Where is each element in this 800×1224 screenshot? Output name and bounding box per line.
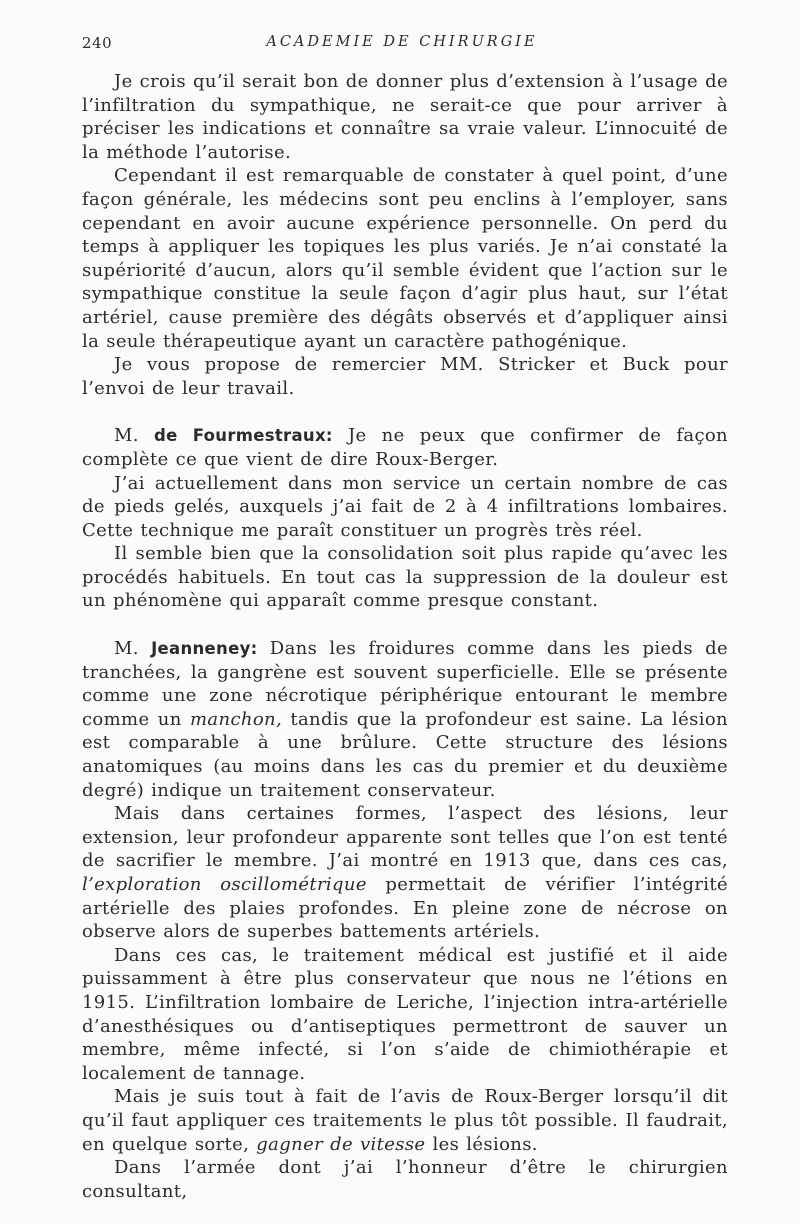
paragraph-thanks-stricker-buck: Je vous propose de remercier MM. Stricker et Buck pour l’envoi de leur travail.	[82, 354, 728, 399]
paragraph-physicians-reluctance: Cependant il est remarquable de constater à quel point, d’une façon générale, les médecins sont peu enclins à l’employer, sans cependant en avoir aucune expérience personnelle. On perd du temps à appliquer les topiques les plus variés. Je n’ai constaté la supériorité d’aucun, alors qu’il semble évident que l’action sur le sympathique constitue la seule façon d’agir plus haut, sur l’état artériel, cause première des dégâts observés et d’appliquer ainsi la seule thérapeutique ayant un caractère pathogénique.	[82, 165, 728, 352]
paragraph-infiltration-extension: Je crois qu’il serait bon de donner plus d’extension à l’usage de l’infiltration du sympathique, ne serait-ce que pour arriver à préciser les indications et connaître sa vraie valeur. L’innocuité de la méthode l’autorise.	[82, 71, 728, 163]
italic-term-manchon: manchon,	[190, 708, 283, 730]
paragraph-oscillometric-exploration: Mais dans certaines formes, l’aspect des lésions, leur extension, leur profondeur apparente sont telles que l’on est tenté de sacrifier le membre. J’ai montré en 1913 que, dans ces cas, l’exploration oscillométrique permettait de vérifier l’intégrité artérielle des plaies profondes. En pleine zone de nécrose on observe alors de superbes battements artériels.	[82, 803, 728, 943]
paragraph-frozen-feet: J’ai actuellement dans mon service un certain nombre de cas de pieds gelés, auxquels j’ai fait de 2 à 4 infiltrations lombaires. Cette technique me paraît constituer un progrès très réel.	[82, 472, 728, 541]
paragraph-army-consultant: Dans l’armée dont j’ai l’honneur d’être le chirurgien consultant,	[82, 1157, 728, 1202]
paragraph-medical-treatment: Dans ces cas, le traitement médical est justifié et il aide puissamment à être plus conservateur que nous ne l’étions en 1915. L’infiltration lombaire de Leriche, l’injection intra-artérielle d’anesthésiques ou d’antiseptiques permettront de sauver un membre, même infecté, si l’on s’aide de chimiothérapie et localement de tannage.	[82, 944, 728, 1084]
speaker-name-jeanneney: Jeanneney	[151, 639, 251, 659]
italic-term-vitesse: gagner de vitesse	[256, 1133, 426, 1155]
speaker-colon: :	[325, 426, 333, 446]
speaker-name-fourmestraux: de Fourmestraux	[154, 426, 326, 446]
paragraph-fourmestraux-intro: M. de Fourmestraux: Je ne peux que confirmer de façon complète ce que vient de dire Roux-Berger.	[82, 425, 729, 470]
speaker-title: M.	[114, 638, 139, 660]
paragraph-early-treatment: Mais je suis tout à fait de l’avis de Roux-Berger lorsqu’il dit qu’il faut appliquer ces traitements le plus tôt possible. Il faudrait, en quelque sorte, gagner de vitesse les lésions.	[82, 1086, 728, 1155]
running-header	[82, 34, 722, 56]
speaker-title: M.	[114, 425, 139, 447]
speaker-colon: :	[250, 639, 258, 659]
italic-term-exploration: l’exploration oscillométrique	[82, 874, 367, 895]
page-number: 240	[82, 34, 113, 52]
body-text	[82, 70, 728, 1203]
paragraph-consolidation: Il semble bien que la consolidation soit plus rapide qu’avec les procédés habituels. En tout cas la suppression de la douleur est un phénomène qui apparaît comme presque constant.	[82, 543, 728, 612]
journal-title: ACADEMIE DE CHIRURGIE	[266, 34, 538, 50]
paragraph-jeanneney-intro: M. Jeanneney: Dans les froidures comme dans les pieds de tranchées, la gangrène est souvent superficielle. Elle se présente comme une zone nécrotique périphérique entourant le membre comme un manchon, tandis que la profondeur est saine. La lésion est comparable à une brûlure. Cette structure des lésions anatomiques (au moins dans les cas du premier et du deuxième degré) indique un traitement conservateur.	[82, 638, 729, 801]
